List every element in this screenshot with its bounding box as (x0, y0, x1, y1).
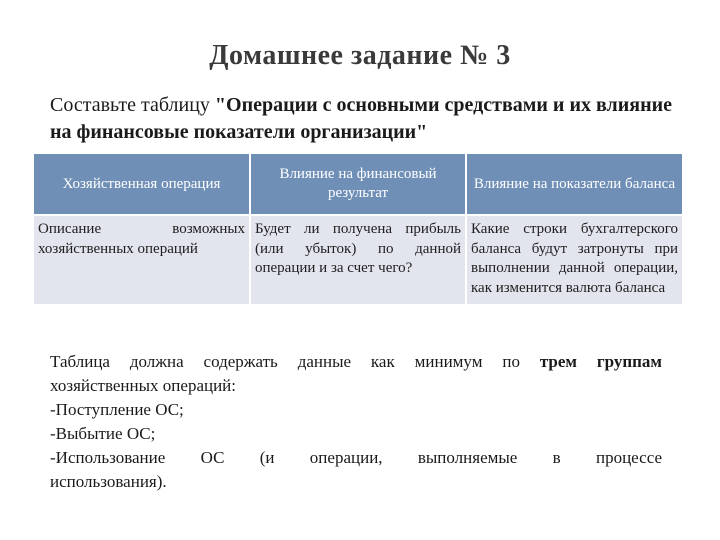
page-title: Домашнее задание № 3 (209, 40, 511, 71)
table-row (34, 215, 682, 304)
intro-prefix: Составьте таблицу (50, 94, 215, 116)
list-item: -Поступление ОС; (50, 400, 184, 419)
intro-table-name: "Операции с основными средствами и их влияние на финансовые показатели организации" (50, 94, 672, 143)
table-header-cell: Хозяйственная операция (34, 154, 250, 215)
table-header-cell: Влияние на показатели баланса (466, 154, 682, 215)
note-line-2: хозяйственных операций: (50, 376, 237, 395)
list-item-continuation: использования). (50, 472, 167, 491)
list-item: -Использование ОС (и операции, выполняемые в процессе (50, 448, 662, 467)
note-line-1-text: Таблица должна содержать данные как минимум по (50, 352, 540, 371)
table-cell: Будет ли получена прибыль (или убыток) по данной операции и за счет чего? (250, 215, 466, 304)
requirements-note (50, 350, 662, 494)
list-item: -Выбытие ОС; (50, 424, 156, 443)
table-cell: Какие строки бухгалтерского баланса будут затронуты при выполнении данной операции, как изменится валюта баланса (466, 215, 682, 304)
operations-table (34, 154, 682, 304)
table-header-cell: Влияние на финансовый результат (250, 154, 466, 215)
note-line-1 (50, 350, 662, 374)
table-cell: Описание возможных хозяйственных операций (34, 215, 250, 304)
assignment-intro (50, 92, 680, 146)
note-emphasis: трем группам (539, 352, 662, 371)
table-header-row (34, 154, 682, 215)
